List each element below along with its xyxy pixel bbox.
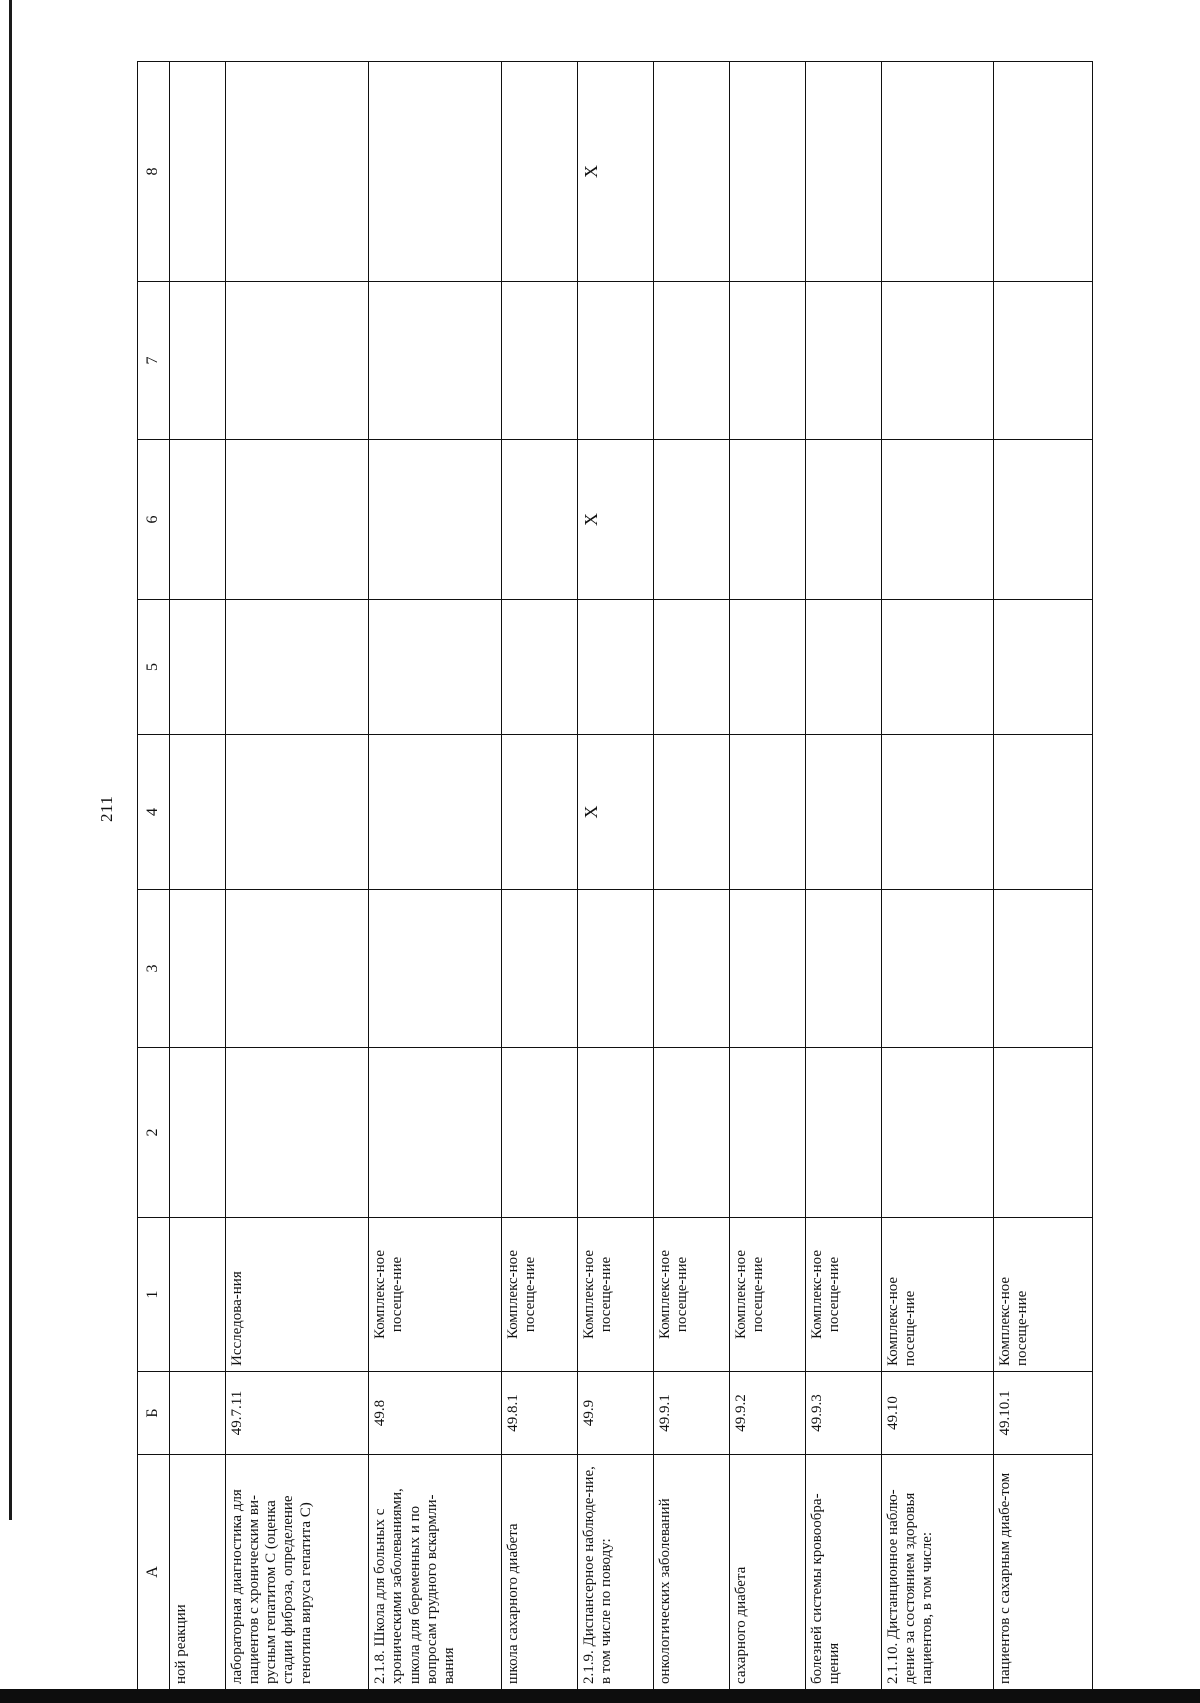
value-cell-col-8 xyxy=(502,62,578,282)
value-cell-col-5 xyxy=(169,600,225,735)
value-cell-col-7 xyxy=(805,282,881,440)
row-code-cell xyxy=(169,1372,225,1455)
table-row xyxy=(369,62,502,1690)
table-row xyxy=(169,62,225,1690)
value-cell-col-6 xyxy=(993,440,1092,600)
value-cell-col-3 xyxy=(502,890,578,1048)
page-number: 211 xyxy=(97,795,116,822)
row-name-cell: лабораторная диагностика для пациентов с хроническим ви-русным гепатитом С (оценка стадии фиброза, определение генотипа вируса гепатита С) xyxy=(225,1455,369,1690)
value-cell-col-2 xyxy=(729,1048,805,1218)
value-cell-col-2 xyxy=(578,1048,654,1218)
header-cell: 1 xyxy=(138,1218,170,1372)
header-cell: 3 xyxy=(138,890,170,1048)
value-cell-col-7 xyxy=(225,282,369,440)
value-cell-col-6 xyxy=(225,440,369,600)
table-row xyxy=(653,62,729,1690)
header-cell: 8 xyxy=(138,62,170,282)
row-unit-cell xyxy=(169,1218,225,1372)
row-unit-cell: Комплекс-ное посеще-ние xyxy=(805,1218,881,1372)
value-cell-col-7 xyxy=(993,282,1092,440)
row-code-cell: 49.8 xyxy=(369,1372,502,1455)
value-cell-col-6 xyxy=(169,440,225,600)
value-cell-col-5 xyxy=(369,600,502,735)
value-cell-col-4 xyxy=(729,735,805,890)
table-row xyxy=(225,62,369,1690)
row-code-cell: 49.10.1 xyxy=(993,1372,1092,1455)
scan-edge-left xyxy=(9,0,12,1520)
row-code-cell: 49.9.2 xyxy=(729,1372,805,1455)
value-cell-col-2 xyxy=(169,1048,225,1218)
row-unit-cell: Комплекс-ное посеще-ние xyxy=(578,1218,654,1372)
value-cell-col-3 xyxy=(805,890,881,1048)
header-cell: 5 xyxy=(138,600,170,735)
value-cell-col-8 xyxy=(993,62,1092,282)
table-row xyxy=(578,62,654,1690)
value-cell-col-3 xyxy=(993,890,1092,1048)
value-cell-col-4 xyxy=(369,735,502,890)
value-cell-col-8 xyxy=(225,62,369,282)
table-row xyxy=(502,62,578,1690)
row-name-cell: онкологических заболеваний xyxy=(653,1455,729,1690)
value-cell-col-7 xyxy=(369,282,502,440)
table-header-row xyxy=(138,62,170,1690)
rotated-page-content xyxy=(137,62,1093,1690)
value-cell-col-2 xyxy=(369,1048,502,1218)
value-cell-col-4 xyxy=(502,735,578,890)
value-cell-col-5 xyxy=(881,600,993,735)
header-cell: 4 xyxy=(138,735,170,890)
header-cell: 2 xyxy=(138,1048,170,1218)
value-cell-col-3 xyxy=(653,890,729,1048)
value-cell-col-2 xyxy=(225,1048,369,1218)
value-cell-col-5 xyxy=(993,600,1092,735)
header-cell: Б xyxy=(138,1372,170,1455)
value-cell-col-2 xyxy=(653,1048,729,1218)
value-cell-col-7 xyxy=(578,282,654,440)
value-cell-col-2 xyxy=(881,1048,993,1218)
value-cell-col-3 xyxy=(881,890,993,1048)
value-cell-col-3 xyxy=(225,890,369,1048)
row-code-cell: 49.9.3 xyxy=(805,1372,881,1455)
value-cell-col-5 xyxy=(729,600,805,735)
row-name-cell: 2.1.9. Диспансерное наблюде-ние, в том числе по поводу: xyxy=(578,1455,654,1690)
row-unit-cell: Комплекс-ное посеще-ние xyxy=(729,1218,805,1372)
value-cell-col-2 xyxy=(993,1048,1092,1218)
header-cell: 6 xyxy=(138,440,170,600)
value-cell-col-8: X xyxy=(578,62,654,282)
value-cell-col-3 xyxy=(729,890,805,1048)
row-name-cell: школа сахарного диабета xyxy=(502,1455,578,1690)
value-cell-col-5 xyxy=(653,600,729,735)
value-cell-col-5 xyxy=(225,600,369,735)
value-cell-col-6 xyxy=(805,440,881,600)
value-cell-col-5 xyxy=(805,600,881,735)
value-cell-col-8 xyxy=(805,62,881,282)
value-cell-col-7 xyxy=(729,282,805,440)
row-unit-cell: Комплекс-ное посеще-ние xyxy=(502,1218,578,1372)
value-cell-col-8 xyxy=(169,62,225,282)
row-name-cell: болезней системы кровообра-щения xyxy=(805,1455,881,1690)
value-cell-col-6 xyxy=(502,440,578,600)
row-unit-cell: Комплекс-ное посеще-ние xyxy=(369,1218,502,1372)
data-table xyxy=(137,61,1093,1690)
value-cell-col-5 xyxy=(502,600,578,735)
row-unit-cell: Исследова-ния xyxy=(225,1218,369,1372)
table-row xyxy=(805,62,881,1690)
value-cell-col-8 xyxy=(653,62,729,282)
value-cell-col-6 xyxy=(653,440,729,600)
value-cell-col-7 xyxy=(169,282,225,440)
row-code-cell: 49.9.1 xyxy=(653,1372,729,1455)
row-code-cell: 49.8.1 xyxy=(502,1372,578,1455)
row-name-cell: 2.1.8. Школа для больных с хроническими заболеваниями, школа для беременных и по вопросам грудного вскармли-вания xyxy=(369,1455,502,1690)
value-cell-col-4: X xyxy=(578,735,654,890)
row-unit-cell: Комплекс-ное посеще-ние xyxy=(881,1218,993,1372)
value-cell-col-6 xyxy=(369,440,502,600)
value-cell-col-2 xyxy=(502,1048,578,1218)
table-row xyxy=(881,62,993,1690)
value-cell-col-4 xyxy=(881,735,993,890)
row-code-cell: 49.10 xyxy=(881,1372,993,1455)
table-row xyxy=(729,62,805,1690)
value-cell-col-8 xyxy=(369,62,502,282)
value-cell-col-8 xyxy=(881,62,993,282)
table-row xyxy=(993,62,1092,1690)
value-cell-col-4 xyxy=(225,735,369,890)
row-name-cell: пациентов с сахарным диабе-том xyxy=(993,1455,1092,1690)
row-code-cell: 49.7.11 xyxy=(225,1372,369,1455)
value-cell-col-4 xyxy=(169,735,225,890)
value-cell-col-4 xyxy=(653,735,729,890)
value-cell-col-4 xyxy=(993,735,1092,890)
row-unit-cell: Комплекс-ное посеще-ние xyxy=(993,1218,1092,1372)
value-cell-col-7 xyxy=(881,282,993,440)
row-name-cell: сахарного диабета xyxy=(729,1455,805,1690)
value-cell-col-3 xyxy=(369,890,502,1048)
value-cell-col-7 xyxy=(502,282,578,440)
value-cell-col-7 xyxy=(653,282,729,440)
value-cell-col-6: X xyxy=(578,440,654,600)
scan-edge-bottom xyxy=(0,1689,1200,1703)
value-cell-col-5 xyxy=(578,600,654,735)
row-code-cell: 49.9 xyxy=(578,1372,654,1455)
value-cell-col-6 xyxy=(729,440,805,600)
value-cell-col-3 xyxy=(169,890,225,1048)
value-cell-col-6 xyxy=(881,440,993,600)
value-cell-col-8 xyxy=(729,62,805,282)
row-unit-cell: Комплекс-ное посеще-ние xyxy=(653,1218,729,1372)
value-cell-col-4 xyxy=(805,735,881,890)
header-cell: 7 xyxy=(138,282,170,440)
row-name-cell: 2.1.10. Дистанционное наблю-дение за состоянием здоровья пациентов, в том числе: xyxy=(881,1455,993,1690)
value-cell-col-2 xyxy=(805,1048,881,1218)
header-cell: А xyxy=(138,1455,170,1690)
value-cell-col-3 xyxy=(578,890,654,1048)
row-name-cell: ной реакции xyxy=(169,1455,225,1690)
